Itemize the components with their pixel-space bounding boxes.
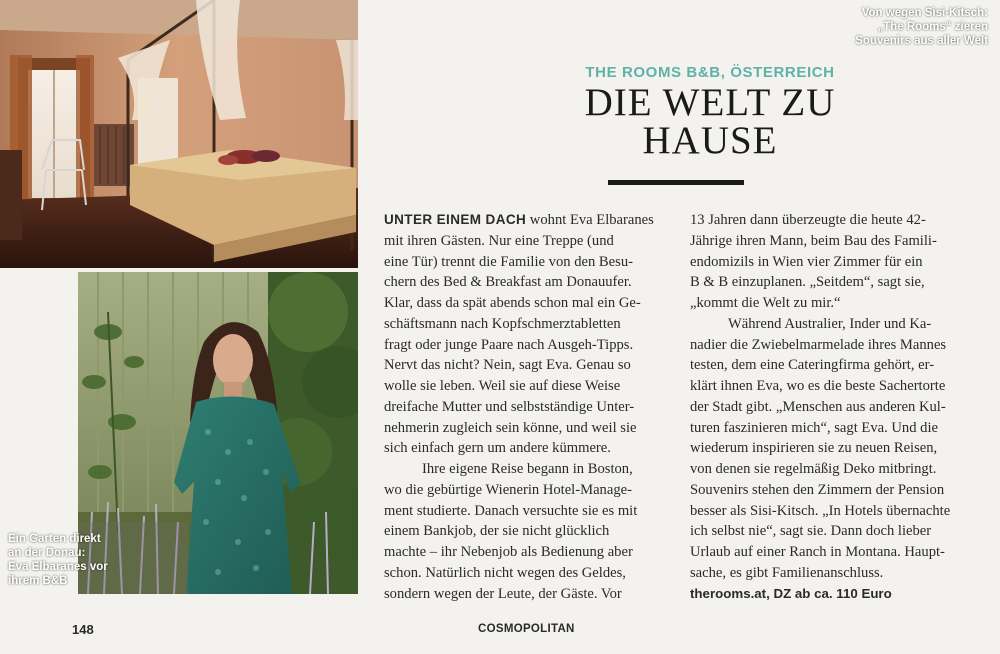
body-line: Während Australier, Inder und Ka- (728, 315, 932, 332)
body-line: testen, dem eine Cateringfirma gehört, er- (690, 357, 935, 374)
caption-line: Ein Garten direkt (8, 533, 101, 545)
body-line: sich einfach gern um andere kümmere. (384, 440, 611, 457)
caption-line: ihrem B&B (8, 575, 68, 587)
article-kicker: THE ROOMS B&B, ÖSTERREICH (585, 64, 835, 81)
body-line: 13 Jahren dann überzeugte die heute 42- (690, 212, 926, 228)
body-line: mit ihren Gästen. Nur eine Treppe (und (384, 232, 614, 249)
body-line: schon. Natürlich nicht wegen des Geldes, (384, 564, 626, 581)
caption-line: Eva Elbaranes vor (8, 561, 108, 573)
bedroom-photo (0, 0, 358, 268)
body-line: Ihre eigene Reise begann in Boston, (422, 461, 633, 477)
body-line: Urlaub auf einer Ranch in Montana. Haupt- (690, 544, 945, 560)
body-line: machte – ihr Nebenjob als Bedienung aber (384, 544, 633, 560)
headline-line: HAUSE (642, 119, 778, 162)
caption-line: an der Donau: (8, 547, 86, 559)
body-line: klärt ihnen Eva, wo es die beste Sachertorte (690, 378, 946, 394)
headline-rule (608, 180, 744, 185)
caption-line: Souvenirs aus aller Welt (855, 35, 988, 47)
body-line: chern des Bed & Breakfast am Donauufer. (384, 274, 632, 291)
portrait-photo-caption (8, 532, 108, 588)
body-line: nehmerin zugleich sein könne, und weil sie (384, 419, 637, 436)
body-line: Klar, dass da spät abends schon mal ein Ge- (384, 295, 641, 311)
caption-line: „The Rooms“ zieren (877, 21, 988, 33)
body-line: von denen sie regelmäßig Deko mitbringt. (690, 461, 937, 477)
body-line: Souvenirs stehen den Zimmern der Pension (690, 481, 945, 498)
article-column-2 (690, 210, 950, 604)
body-line: turen faszinieren mich“, sagt Eva. Und die (690, 419, 939, 436)
body-line: Nervt das nicht? Nein, sagt Eva. Genau so (384, 357, 631, 374)
body-line (384, 210, 654, 231)
body-line: der Stadt gibt. „Menschen aus anderen Kul- (690, 398, 946, 415)
body-line: Jährige ihren Mann, beim Bau des Famili- (690, 232, 937, 249)
body-line: einem Bankjob, der sie nicht glücklich (384, 523, 610, 540)
contact-info: therooms.at, DZ ab ca. 110 Euro (690, 585, 892, 601)
body-line: sondern wegen der Leute, der Gäste. Vor (384, 585, 622, 602)
caption-line: Von wegen Sisi-Kitsch: (861, 7, 988, 19)
body-line: ment studierte. Danach versuchte sie es mit (384, 502, 638, 519)
magazine-brand: COSMOPOLITAN (478, 623, 575, 635)
body-line: wiederum inspirieren sie zu neuen Reisen, (690, 440, 938, 457)
headline-line: DIE WELT ZU (584, 81, 836, 124)
lead-in: UNTER EINEM DACH (384, 212, 527, 227)
body-line: besser als Sisi-Kitsch. „In Hotels übernachte (690, 502, 951, 519)
portrait-photo (78, 272, 358, 594)
body-line: wo die gebürtige Wienerin Hotel-Manage- (384, 481, 632, 498)
body-line: dreifache Mutter und selbstständige Unter- (384, 398, 635, 415)
body-line: nadier die Zwiebelmarmelade ihres Mannes (690, 336, 947, 353)
body-line: sache, es gibt Familienanschluss. (690, 564, 884, 581)
body-line: endomizils in Wien vier Zimmer für ein (690, 253, 923, 270)
bedroom-photo-caption (855, 6, 988, 48)
article-headline (520, 81, 900, 162)
body-line: ich selbst nie“, sagt sie. Dann doch lieber (690, 523, 932, 540)
body-line: schäftsmann nach Kopfschmerztabletten (384, 315, 621, 332)
body-line: fragt oder junge Paare nach Ausgeh-Tipps. (384, 336, 634, 353)
body-line: wolle sie leben. Weil sie auf diese Weise (384, 378, 621, 394)
article-column-1 (384, 210, 654, 604)
body-line: eine Tür) trennt die Familie von den Besu- (384, 253, 633, 270)
body-text: wohnt Eva Elbaranes (526, 212, 654, 228)
body-line: B & B einzuplanen. „Seitdem“, sagt sie, (690, 274, 925, 291)
page-number: 148 (72, 622, 94, 637)
body-line: „kommt die Welt zu mir.“ (690, 295, 841, 311)
